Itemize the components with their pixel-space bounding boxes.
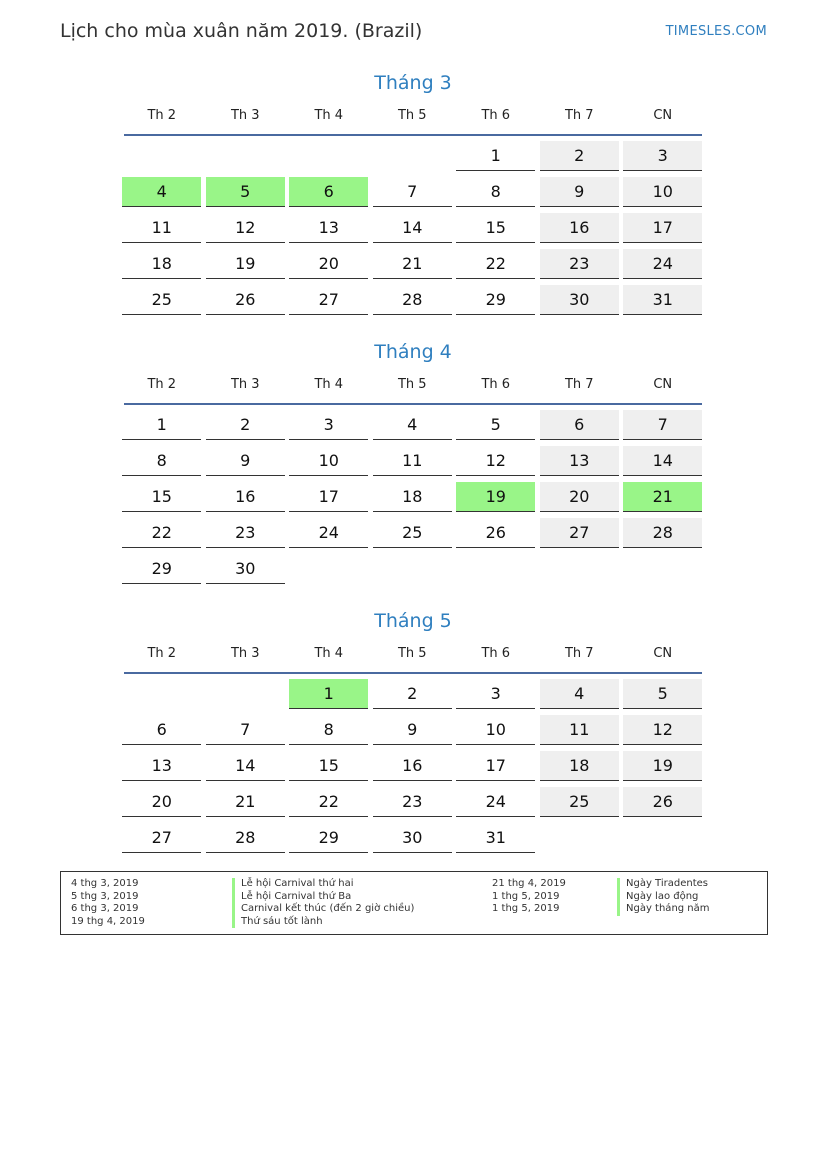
day-cell[interactable]: 31: [623, 285, 702, 315]
weekday-label: Th 2: [147, 646, 177, 661]
day-cell[interactable]: 28: [623, 518, 702, 548]
day-cell[interactable]: 9: [373, 715, 452, 745]
weekday-label: Th 4: [314, 377, 344, 392]
weekday-label: CN: [653, 108, 673, 123]
week-row: [120, 823, 706, 859]
day-cell[interactable]: 5: [456, 410, 535, 440]
day-cell[interactable]: 22: [456, 249, 535, 279]
day-grid: [120, 410, 706, 590]
holiday-day-cell[interactable]: 5: [206, 177, 285, 207]
empty-day-cell: [206, 679, 285, 709]
day-cell[interactable]: 22: [289, 787, 368, 817]
day-cell[interactable]: 19: [623, 751, 702, 781]
legend-date: 6 thg 3, 2019: [71, 903, 139, 914]
day-cell[interactable]: 13: [289, 213, 368, 243]
legend-right-names: [617, 878, 710, 916]
month-title: Tháng 5: [374, 610, 452, 632]
day-cell[interactable]: 3: [289, 410, 368, 440]
page-title: Lịch cho mùa xuân năm 2019. (Brazil): [60, 20, 423, 42]
empty-day-cell: [122, 141, 201, 171]
day-cell[interactable]: 24: [623, 249, 702, 279]
day-cell[interactable]: 8: [122, 446, 201, 476]
day-cell[interactable]: 28: [373, 285, 452, 315]
empty-day-cell: [623, 823, 702, 853]
day-cell[interactable]: 15: [289, 751, 368, 781]
day-grid: [120, 679, 706, 859]
day-cell[interactable]: 5: [623, 679, 702, 709]
empty-day-cell: [540, 823, 619, 853]
day-cell[interactable]: 20: [122, 787, 201, 817]
legend-date: 4 thg 3, 2019: [71, 878, 139, 889]
day-cell[interactable]: 29: [122, 554, 201, 584]
day-cell[interactable]: 13: [122, 751, 201, 781]
day-cell[interactable]: 13: [540, 446, 619, 476]
week-row: [120, 482, 706, 518]
empty-day-cell: [289, 554, 368, 584]
holiday-day-cell[interactable]: 21: [623, 482, 702, 512]
day-cell[interactable]: 23: [373, 787, 452, 817]
day-cell[interactable]: 22: [122, 518, 201, 548]
month-title: Tháng 4: [374, 341, 452, 363]
day-cell[interactable]: 6: [540, 410, 619, 440]
empty-day-cell: [206, 141, 285, 171]
day-cell[interactable]: 25: [373, 518, 452, 548]
weekday-label: CN: [653, 377, 673, 392]
day-cell[interactable]: 14: [373, 213, 452, 243]
month-title: Tháng 3: [374, 72, 452, 94]
day-cell[interactable]: 14: [623, 446, 702, 476]
header-divider: [124, 672, 702, 674]
week-row: [120, 177, 706, 213]
day-cell[interactable]: 12: [206, 213, 285, 243]
week-row: [120, 249, 706, 285]
day-cell[interactable]: 27: [122, 823, 201, 853]
day-cell[interactable]: 8: [289, 715, 368, 745]
day-cell[interactable]: 10: [289, 446, 368, 476]
header-divider: [124, 134, 702, 136]
day-cell[interactable]: 10: [623, 177, 702, 207]
legend-date: 21 thg 4, 2019: [492, 878, 566, 889]
day-cell[interactable]: 30: [540, 285, 619, 315]
empty-day-cell: [373, 554, 452, 584]
weekday-label: Th 4: [314, 108, 344, 123]
header-divider: [124, 403, 702, 405]
weekday-label: Th 7: [564, 108, 594, 123]
weekday-label: Th 3: [230, 646, 260, 661]
day-cell[interactable]: 27: [540, 518, 619, 548]
day-cell[interactable]: 9: [206, 446, 285, 476]
weekday-label: Th 3: [230, 377, 260, 392]
day-cell[interactable]: 16: [206, 482, 285, 512]
week-row: [120, 285, 706, 321]
legend-holiday-name: Lễ hội Carnival thứ Ba: [232, 891, 414, 904]
legend-holiday-name: Ngày tháng năm: [617, 903, 710, 916]
week-row: [120, 554, 706, 590]
weekday-label: Th 6: [481, 646, 511, 661]
weekday-label: Th 6: [481, 108, 511, 123]
empty-day-cell: [289, 141, 368, 171]
day-cell[interactable]: 18: [122, 249, 201, 279]
week-row: [120, 679, 706, 715]
day-cell[interactable]: 2: [540, 141, 619, 171]
day-cell[interactable]: 7: [373, 177, 452, 207]
day-cell[interactable]: 30: [373, 823, 452, 853]
week-row: [120, 141, 706, 177]
day-cell[interactable]: 23: [540, 249, 619, 279]
day-cell[interactable]: 7: [206, 715, 285, 745]
day-cell[interactable]: 18: [373, 482, 452, 512]
weekday-label: Th 3: [230, 108, 260, 123]
brand-link[interactable]: TIMESLES.COM: [665, 24, 767, 39]
day-cell[interactable]: 10: [456, 715, 535, 745]
legend-date: 19 thg 4, 2019: [71, 915, 145, 927]
weekday-label: CN: [653, 646, 673, 661]
weekday-header: [120, 98, 706, 134]
day-cell[interactable]: 8: [456, 177, 535, 207]
holiday-day-cell[interactable]: 19: [456, 482, 535, 512]
empty-day-cell: [623, 554, 702, 584]
day-cell[interactable]: 19: [206, 249, 285, 279]
legend-holiday-name: Ngày lao động: [617, 891, 710, 904]
day-cell[interactable]: 4: [540, 679, 619, 709]
day-cell[interactable]: 2: [206, 410, 285, 440]
day-cell[interactable]: 17: [623, 213, 702, 243]
legend-date: 1 thg 5, 2019: [492, 903, 560, 914]
weekday-header: [120, 367, 706, 403]
day-cell[interactable]: 15: [122, 482, 201, 512]
empty-day-cell: [122, 679, 201, 709]
week-row: [120, 410, 706, 446]
week-row: [120, 213, 706, 249]
day-cell[interactable]: 15: [456, 213, 535, 243]
month-calendar: [120, 68, 706, 321]
empty-day-cell: [456, 554, 535, 584]
day-cell[interactable]: 11: [540, 715, 619, 745]
weekday-label: Th 5: [397, 646, 427, 661]
weekday-label: Th 2: [147, 108, 177, 123]
day-cell[interactable]: 23: [206, 518, 285, 548]
day-cell[interactable]: 6: [122, 715, 201, 745]
weekday-label: Th 4: [314, 646, 344, 661]
day-cell[interactable]: 26: [456, 518, 535, 548]
day-cell[interactable]: 17: [456, 751, 535, 781]
legend-left-dates: [71, 878, 145, 928]
holiday-legend: [60, 871, 768, 935]
weekday-label: Th 5: [397, 108, 427, 123]
legend-left-names: [232, 878, 414, 928]
day-cell[interactable]: 3: [623, 141, 702, 171]
legend-holiday-name: Carnival kết thúc (đến 2 giờ chiều): [232, 903, 414, 916]
legend-holiday-name: Ngày Tiradentes: [617, 878, 710, 891]
day-cell[interactable]: 4: [373, 410, 452, 440]
day-cell[interactable]: 27: [289, 285, 368, 315]
month-calendar: [120, 337, 706, 590]
day-cell[interactable]: 16: [540, 213, 619, 243]
month-calendar: [120, 606, 706, 859]
day-cell[interactable]: 26: [623, 787, 702, 817]
day-cell[interactable]: 21: [373, 249, 452, 279]
legend-date: 5 thg 3, 2019: [71, 890, 139, 902]
day-grid: [120, 141, 706, 321]
day-cell[interactable]: 29: [289, 823, 368, 853]
holiday-day-cell[interactable]: 6: [289, 177, 368, 207]
day-cell[interactable]: 14: [206, 751, 285, 781]
day-cell[interactable]: 28: [206, 823, 285, 853]
weekday-label: Th 2: [147, 377, 177, 392]
week-row: [120, 751, 706, 787]
legend-holiday-name: Lễ hội Carnival thứ hai: [232, 878, 414, 891]
day-cell[interactable]: 2: [373, 679, 452, 709]
legend-right-dates: [492, 878, 566, 916]
week-row: [120, 715, 706, 751]
day-cell[interactable]: 18: [540, 751, 619, 781]
legend-holiday-name: Thứ sáu tốt lành: [232, 916, 414, 929]
day-cell[interactable]: 30: [206, 554, 285, 584]
day-cell[interactable]: 1: [456, 141, 535, 171]
weekday-label: Th 7: [564, 377, 594, 392]
weekday-label: Th 6: [481, 377, 511, 392]
day-cell[interactable]: 31: [456, 823, 535, 853]
day-cell[interactable]: 3: [456, 679, 535, 709]
day-cell[interactable]: 24: [456, 787, 535, 817]
day-cell[interactable]: 12: [623, 715, 702, 745]
day-cell[interactable]: 24: [289, 518, 368, 548]
day-cell[interactable]: 25: [540, 787, 619, 817]
day-cell[interactable]: 1: [122, 410, 201, 440]
day-cell[interactable]: 21: [206, 787, 285, 817]
empty-day-cell: [540, 554, 619, 584]
empty-day-cell: [373, 141, 452, 171]
legend-date: 1 thg 5, 2019: [492, 890, 560, 902]
day-cell[interactable]: 26: [206, 285, 285, 315]
week-row: [120, 446, 706, 482]
day-cell[interactable]: 29: [456, 285, 535, 315]
day-cell[interactable]: 11: [122, 213, 201, 243]
weekday-header: [120, 636, 706, 672]
day-cell[interactable]: 9: [540, 177, 619, 207]
day-cell[interactable]: 12: [456, 446, 535, 476]
day-cell[interactable]: 7: [623, 410, 702, 440]
weekday-label: Th 5: [397, 377, 427, 392]
day-cell[interactable]: 17: [289, 482, 368, 512]
day-cell[interactable]: 16: [373, 751, 452, 781]
week-row: [120, 518, 706, 554]
week-row: [120, 787, 706, 823]
holiday-day-cell[interactable]: 1: [289, 679, 368, 709]
holiday-day-cell[interactable]: 4: [122, 177, 201, 207]
weekday-label: Th 7: [564, 646, 594, 661]
day-cell[interactable]: 20: [540, 482, 619, 512]
day-cell[interactable]: 20: [289, 249, 368, 279]
day-cell[interactable]: 11: [373, 446, 452, 476]
day-cell[interactable]: 25: [122, 285, 201, 315]
